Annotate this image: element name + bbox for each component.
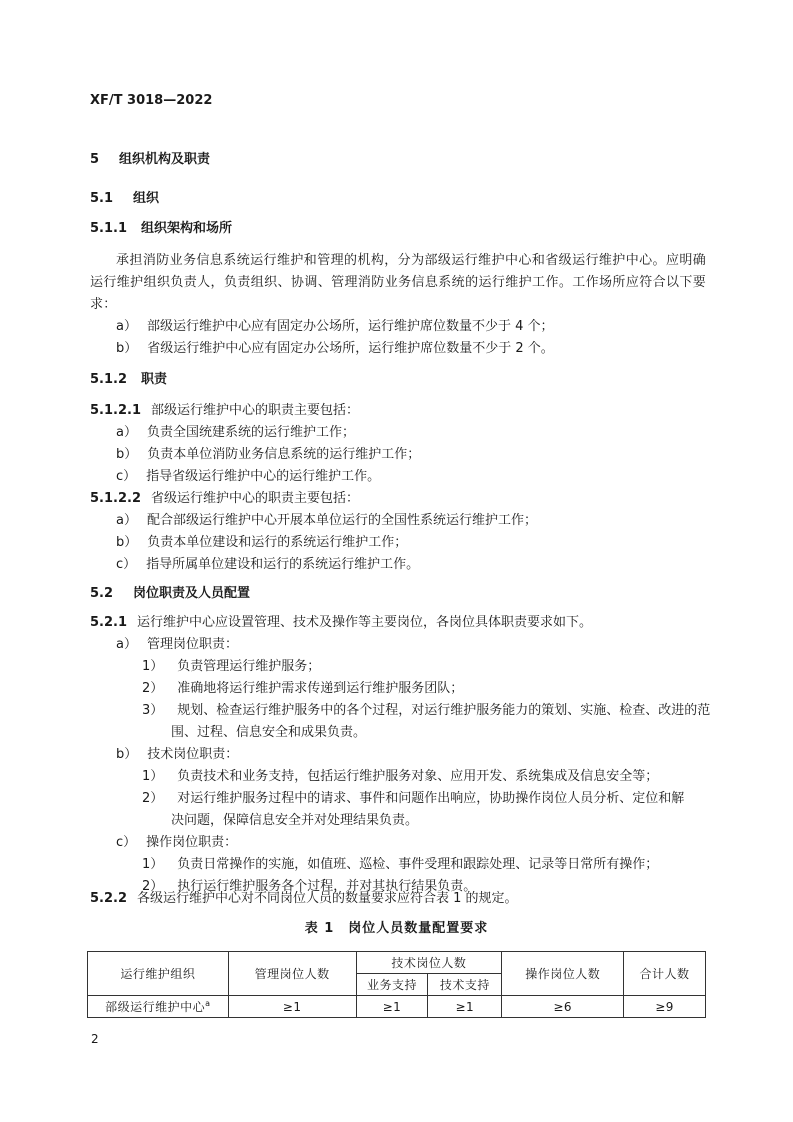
cell-tech-biz: ≥1 <box>356 996 428 1018</box>
sub-list-text: 准确地将运行维护需求传递到运行维护服务团队； <box>177 681 464 696</box>
list-marker: a） <box>116 425 137 440</box>
section-number: 5.1.1 <box>90 221 128 236</box>
sub-list-marker: 1） <box>142 769 164 784</box>
clause-number: 5.2.1 <box>90 615 128 630</box>
paragraph: 承担消防业务信息系统运行维护和管理的机构，分为部级运行维护中心和省级运行维护中心。应明确运行维护组织负责人，负责组织、协调、管理消防业务信息系统的运行维护工作。工作场所应符合以下要求： <box>90 253 706 312</box>
clause-5-1-2-1 <box>90 402 359 420</box>
clause-text: 各级运行维护中心对不同岗位人员的数量要求应符合表 1 的规定。 <box>137 891 518 906</box>
list-item <box>116 318 554 336</box>
list-text: 部级运行维护中心应有固定办公场所，运行维护席位数量不少于 4 个； <box>146 319 554 334</box>
clause-text: 部级运行维护中心的职责主要包括： <box>151 403 360 418</box>
header-tech: 技术岗位人数 <box>356 952 502 974</box>
list-text: 技术岗位职责： <box>147 747 239 762</box>
section-number: 5.1 <box>90 191 114 206</box>
list-text: 管理岗位职责： <box>146 637 238 652</box>
clause-number: 5.2.2 <box>90 891 128 906</box>
sub-list-item <box>142 658 320 676</box>
list-marker: c） <box>116 835 137 850</box>
sub-list-item <box>142 856 658 874</box>
sub-list-text: 对运行维护服务过程中的请求、事件和问题作出响应，协助操作岗位人员分析、定位和解 <box>177 791 685 806</box>
sub-list-item <box>142 768 658 786</box>
cell-total: ≥9 <box>624 996 706 1018</box>
section-title: 组织机构及职责 <box>119 152 211 167</box>
list-marker: c） <box>116 469 137 484</box>
header-org: 运行维护组织 <box>88 952 229 996</box>
header-total: 合计人数 <box>624 952 706 996</box>
sub-list-marker: 1） <box>142 659 164 674</box>
list-item <box>116 512 537 530</box>
sub-list-text: 负责管理运行维护服务； <box>177 659 321 674</box>
sub-list-marker: 2） <box>142 681 164 696</box>
section-title: 岗位职责及人员配置 <box>133 586 251 601</box>
footnote-mark: a <box>205 999 211 1008</box>
list-marker: a） <box>116 319 137 334</box>
list-text: 负责本单位消防业务信息系统的运行维护工作； <box>147 447 421 462</box>
clause-text: 运行维护中心应设置管理、技术及操作等主要岗位，各岗位具体职责要求如下。 <box>137 615 593 630</box>
list-item <box>116 834 237 852</box>
table-header-row <box>88 952 706 974</box>
clause-number: 5.1.2.1 <box>90 403 141 418</box>
list-item <box>116 468 380 486</box>
header-tech-tech: 技术支持 <box>428 974 502 996</box>
clause-text: 省级运行维护中心的职责主要包括： <box>151 491 360 506</box>
list-text: 省级运行维护中心应有固定办公场所，运行维护席位数量不少于 2 个。 <box>147 341 554 356</box>
staffing-table <box>87 951 706 1018</box>
sub-list-item <box>142 790 684 808</box>
org-name: 部级运行维护中心 <box>105 1000 206 1014</box>
list-marker: b） <box>116 447 138 462</box>
sub-list-marker: 3） <box>142 703 164 718</box>
sub-list-marker: 2） <box>142 879 164 894</box>
cell-org <box>88 996 229 1018</box>
header-ops: 操作岗位人数 <box>502 952 624 996</box>
section-5-1-1-heading <box>90 220 232 238</box>
list-marker: b） <box>116 535 138 550</box>
section-5-heading <box>90 151 210 169</box>
section-title: 职责 <box>141 372 168 387</box>
list-marker: b） <box>116 747 138 762</box>
sub-list-text: 执行运行维护服务各个过程，并对其执行结果负责。 <box>177 879 477 894</box>
clause-5-2-2 <box>90 890 518 908</box>
section-number: 5.2 <box>90 586 114 601</box>
list-marker: b） <box>116 341 138 356</box>
header-mgmt: 管理岗位人数 <box>228 952 356 996</box>
section-number: 5 <box>90 152 100 167</box>
clause-5-2-1 <box>90 614 592 632</box>
list-marker: a） <box>116 513 137 528</box>
list-marker: c） <box>116 557 137 572</box>
cell-ops: ≥6 <box>502 996 624 1018</box>
cell-mgmt: ≥1 <box>228 996 356 1018</box>
list-item <box>116 636 238 654</box>
section-title: 组织 <box>133 191 160 206</box>
list-marker: a） <box>116 637 137 652</box>
sub-list-item <box>142 702 710 720</box>
table-caption: 表 1 岗位人员数量配置要求 <box>304 921 489 936</box>
list-item <box>116 424 355 442</box>
section-5-1-2-heading <box>90 371 167 389</box>
section-5-1-heading <box>90 190 159 208</box>
list-text: 指导所属单位建设和运行的系统运行维护工作。 <box>146 557 420 572</box>
list-text: 负责本单位建设和运行的系统运行维护工作； <box>147 535 408 550</box>
list-item <box>116 534 407 552</box>
page-number: 2 <box>91 1032 99 1046</box>
list-item <box>116 556 419 574</box>
clause-5-1-2-2 <box>90 490 359 508</box>
list-text: 配合部级运行维护中心开展本单位运行的全国性系统运行维护工作； <box>146 513 537 528</box>
sub-list-item <box>142 680 463 698</box>
sub-list-continuation: 决问题，保障信息安全并对处理结果负责。 <box>171 813 419 828</box>
list-text: 指导省级运行维护中心的运行维护工作。 <box>146 469 381 484</box>
list-text: 操作岗位职责： <box>146 835 238 850</box>
sub-list-text: 负责日常操作的实施，如值班、巡检、事件受理和跟踪处理、记录等日常所有操作； <box>177 857 659 872</box>
section-title: 组织架构和场所 <box>141 221 233 236</box>
list-item <box>116 446 420 464</box>
table-row <box>88 996 706 1018</box>
sub-list-continuation: 围、过程、信息安全和成果负责。 <box>171 725 367 740</box>
section-number: 5.1.2 <box>90 372 128 387</box>
list-text: 负责全国统建系统的运行维护工作； <box>146 425 355 440</box>
list-item <box>116 340 554 358</box>
sub-list-marker: 2） <box>142 791 164 806</box>
section-5-2-heading <box>90 585 250 603</box>
header-tech-biz: 业务支持 <box>356 974 428 996</box>
sub-list-text: 规划、检查运行维护服务中的各个过程，对运行维护服务能力的策划、实施、检查、改进的范 <box>177 703 711 718</box>
sub-list-text: 负责技术和业务支持，包括运行维护服务对象、应用开发、系统集成及信息安全等； <box>177 769 659 784</box>
list-item <box>116 746 238 764</box>
sub-list-marker: 1） <box>142 857 164 872</box>
cell-tech-tech: ≥1 <box>428 996 502 1018</box>
standard-number: XF/T 3018—2022 <box>90 93 213 108</box>
clause-number: 5.1.2.2 <box>90 491 141 506</box>
